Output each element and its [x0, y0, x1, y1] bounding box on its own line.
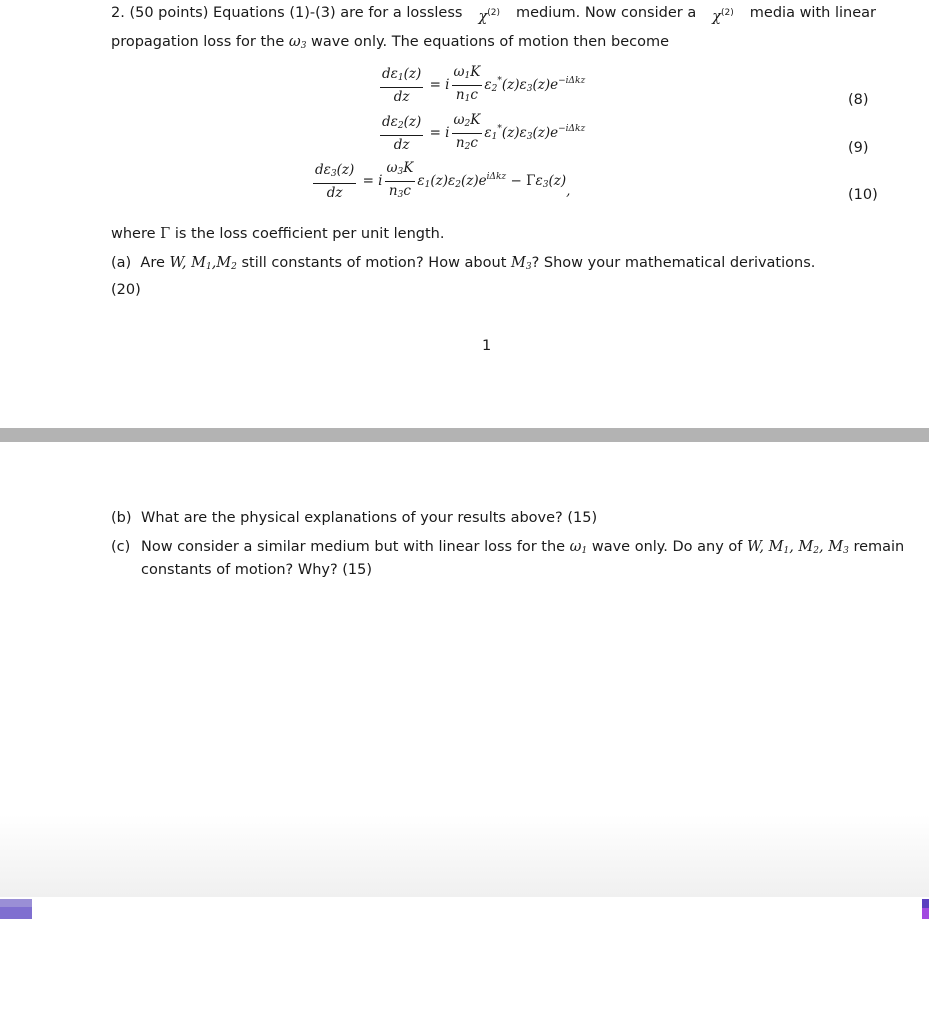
equation-10: $\frac{d\varepsilon_3(z)}{dz}$ = i $\frac{\omega_3K}{n_3c}$ $\varepsilon_1(z)\varepsilon_2(z)e^{i\Delta kz} - \Gamma\varepsilon_3(z)$, — [315, 160, 571, 201]
chi-symbol-2: $\chi^{(2)}$ — [712, 8, 734, 25]
part-a-line: (a) Are W, $M_1,M_2$ still constants of motion? How about $M_3$? Show your mathematical derivations. — [111, 255, 816, 272]
problem-line-1 — [111, 4, 876, 26]
part-a-vars: W, $M_1,M_2$ — [169, 255, 237, 272]
equation-9-number: (9) — [848, 140, 869, 156]
problem-medium-text: medium. Now consider a — [516, 5, 697, 21]
problem-intro: 2. (50 points) Equations (1)-(3) are for a lossless — [111, 5, 463, 21]
omega-1: $\omega_1$ — [569, 539, 588, 556]
problem-media-text: media with linear — [749, 5, 876, 21]
part-a-points: (20) — [111, 282, 141, 298]
equation-9: $\frac{d\varepsilon_2(z)}{dz}$ = i $\frac{\omega_2K}{n_2c}$ $\varepsilon_1^*(z)\varepsilon_3(z)e^{-i\Delta kz}$ — [382, 112, 586, 153]
part-b-line — [111, 509, 598, 527]
part-c-line-2: constants of motion? Why? (15) — [141, 562, 373, 578]
part-c-vars: W, $M_1$, $M_2$, $M_3$ — [747, 539, 849, 556]
part-c-text-1: Now consider a similar medium but with linear loss for the $\omega_1$ wave only. Do any of W, $M_1$, $M_2$, $M_3$ remain — [141, 539, 905, 556]
bottom-blank-area — [0, 897, 929, 1024]
equation-8: $\frac{d\varepsilon_1(z)}{dz}$ = i $\frac{\omega_1K}{n_1c}$ $\varepsilon_2^*(z)\varepsilon_3(z)e^{-i\Delta kz}$ — [382, 64, 586, 105]
document-page-1 — [0, 0, 929, 428]
chi-symbol: $\chi^{(2)}$ — [478, 8, 500, 25]
gamma-symbol: Γ — [160, 226, 171, 242]
part-a-label: (a) — [111, 255, 132, 271]
page-number: 1 — [482, 338, 492, 354]
right-accent-bar — [922, 899, 929, 919]
omega-3: $\omega_3$ — [288, 34, 307, 51]
document-page-2 — [0, 442, 929, 897]
page-separator — [0, 428, 929, 442]
equation-10-number: (10) — [848, 187, 878, 203]
part-b-label: (b) — [111, 510, 132, 526]
part-b-text: What are the physical explanations of your results above? (15) — [141, 510, 598, 526]
left-accent-bar — [0, 899, 32, 919]
part-a-m3: $M_3$ — [510, 255, 532, 272]
where-line: where Γ is the loss coefficient per unit length. — [111, 226, 445, 242]
problem-line-2: propagation loss for the $\omega_3$ wave only. The equations of motion then become — [111, 34, 669, 51]
part-c-label: (c) — [111, 539, 131, 555]
part-c-line-1 — [111, 538, 905, 556]
equation-8-number: (8) — [848, 92, 869, 108]
